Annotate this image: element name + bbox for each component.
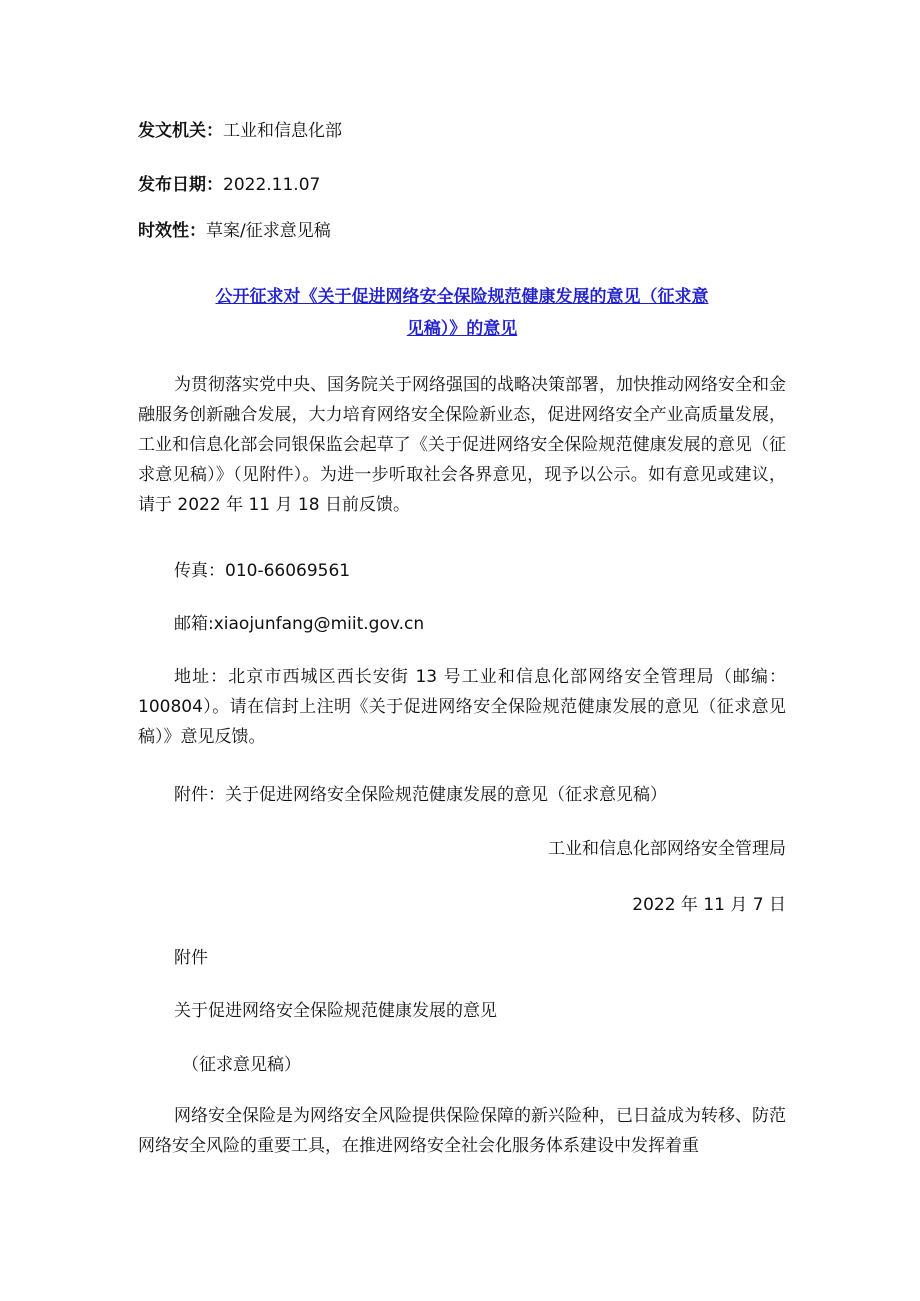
sign-date: 2022 年 11 月 7 日 [632,895,786,915]
status-value: 草案/征求意见稿 [206,221,331,241]
meta-date [138,174,320,196]
address-paragraph: 地址：北京市西城区西长安街 13 号工业和信息化部网络安全管理局（邮编：100804）。请在信封上注明《关于促进网络安全保险规范健康发展的意见（征求意见稿）》意见反馈。 [138,667,786,747]
issuer-label: 发文机关： [138,121,223,141]
meta-issuer [138,120,342,142]
attachment-line: 附件：关于促进网络安全保险规范健康发展的意见（征求意见稿） [174,785,667,805]
page-title[interactable] [138,281,786,345]
meta-status [138,220,331,242]
issuer-value: 工业和信息化部 [223,121,342,141]
email-link[interactable]: xiaojunfang@miit.gov.cn [213,614,425,634]
fax-label: 传真： [174,561,225,581]
email-line [174,613,424,635]
date-label: 发布日期： [138,175,223,195]
appendix-label: 附件 [174,948,208,968]
title-link-line1[interactable]: 公开征求对《关于促进网络安全保险规范健康发展的意见（征求意 [215,287,709,307]
email-label: 邮箱: [174,614,214,634]
appendix-title: 关于促进网络安全保险规范健康发展的意见 [174,1001,497,1021]
appendix-paragraph: 网络安全保险是为网络安全风险提供保险保障的新兴险种，已日益成为转移、防范网络安全风险的重要工具，在推进网络安全社会化服务体系建设中发挥着重 [138,1106,786,1156]
intro-paragraph: 为贯彻落实党中央、国务院关于网络强国的战略决策部署，加快推动网络安全和金融服务创新融合发展，大力培育网络安全保险新业态，促进网络安全产业高质量发展，工业和信息化部会同银保监会起草了《关于促进网络安全保险规范健康发展的意见（征求意见稿）》（见附件）。为进一步听取社会各界意见，现予以公示。如有意见或建议，请于 2022 年 11 月 18 日前反馈。 [138,375,786,515]
title-link-line2[interactable]: 见稿）》的意见 [406,319,518,339]
date-value: 2022.11.07 [223,175,321,195]
appendix-subtitle: （征求意见稿） [182,1055,301,1075]
fax-value: 010-66069561 [225,561,351,581]
status-label: 时效性： [138,221,206,241]
fax-line [174,560,350,582]
signer: 工业和信息化部网络安全管理局 [548,839,786,859]
